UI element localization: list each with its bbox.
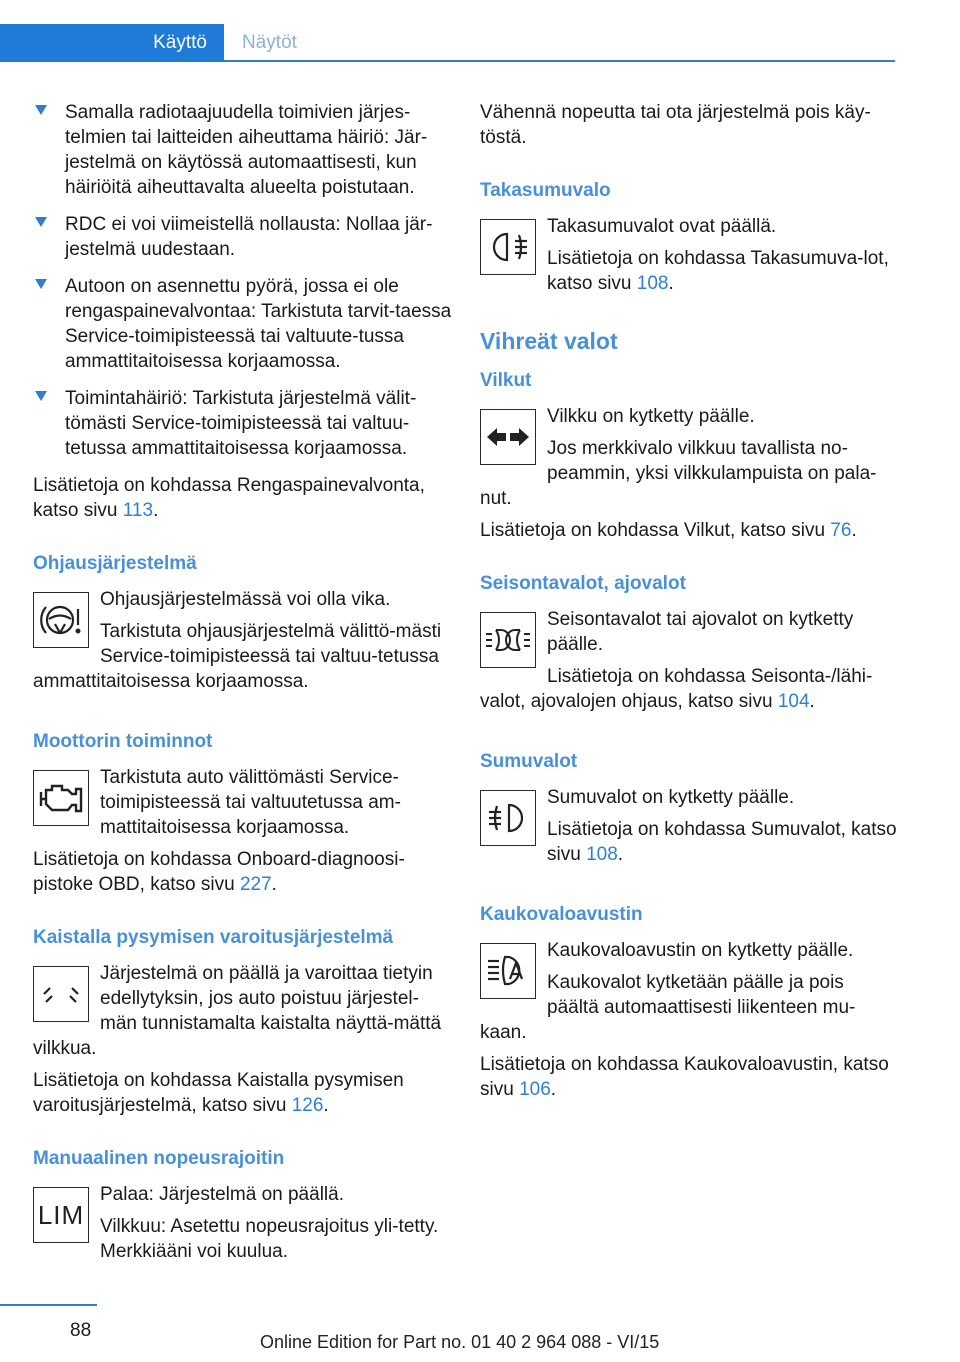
fog-text-1: Sumuvalot on kytketty päälle.	[547, 787, 795, 808]
highbeam-info: Lisätietoja on kohdassa Kaukovaloavustin, katso sivu 106.	[480, 1054, 889, 1100]
section-heading: Kaukovaloavustin	[480, 904, 643, 925]
lane-text: Järjestelmä on päällä ja varoittaa tietyin edellytyksin, jos auto poistuu järjestel-män tunnistamalta kaistalta näyttä-mättä vilkkua.	[33, 963, 442, 1059]
section-heading: Ohjausjärjestelmä	[33, 553, 197, 574]
section-heading: Vilkut	[480, 370, 532, 391]
limiter-block	[33, 1182, 453, 1271]
turn-text-2: Jos merkkivalo vilkkuu tavallista no-peammin, yksi vilkkulampuista on pala-nut.	[480, 438, 877, 509]
page-link[interactable]: 106	[519, 1079, 551, 1100]
limiter-text-1: Palaa: Järjestelmä on päällä.	[100, 1184, 344, 1205]
tab-kaytto[interactable]: Käyttö	[0, 24, 224, 62]
highbeam-block	[480, 938, 900, 1052]
rear-fog-text-2: Lisätietoja on kohdassa Takasumuva-lot, katso sivu 108.	[547, 248, 889, 294]
tab-naytot[interactable]: Näytöt	[242, 32, 297, 53]
steering-text-2: Tarkistuta ohjausjärjestelmä välittö-mästi Service-toimipisteessä tai valtuu-tetussa ammattitaitoisessa korjaamossa.	[33, 621, 442, 692]
page-link[interactable]: 108	[636, 273, 669, 294]
section-heading: Moottorin toiminnot	[33, 731, 213, 752]
parking-block	[480, 607, 900, 721]
edition-text: Online Edition for Part no. 01 40 2 964 088 - VI/15	[260, 1332, 660, 1352]
right-column	[480, 100, 900, 1109]
turn-info: Lisätietoja on kohdassa Vilkut, katso sivu 76.	[480, 520, 857, 541]
page-link[interactable]: 227	[239, 874, 272, 895]
page-link[interactable]: 108	[586, 844, 618, 865]
fog-block	[480, 785, 900, 874]
list-item-text: RDC ei voi viimeistellä nollausta: Nollaa jär-jestelmä uudestaan.	[65, 214, 433, 260]
engine-icon	[33, 770, 89, 826]
parking-light-icon	[480, 612, 536, 668]
list-item	[33, 386, 453, 461]
page-link[interactable]: 76	[830, 520, 852, 541]
section-heading: Manuaalinen nopeusrajoitin	[33, 1148, 285, 1169]
steering-warning-icon	[33, 592, 89, 648]
list-item-text: Toimintahäiriö: Tarkistuta järjestelmä välit-tömästi Service-toimipisteessä tai valtuu-tetussa ammattitaitoisessa korjaamossa.	[65, 388, 417, 459]
front-fog-light-icon	[480, 790, 536, 846]
list-item	[33, 274, 453, 374]
parking-text-1: Seisontavalot tai ajovalot on kytketty päälle.	[547, 609, 854, 655]
list-item-text: Autoon on asennettu pyörä, jossa ei ole rengaspainevalvontaa: Tarkistuta tarvit-taessa Service-toimipisteessä tai valtuute-tussa ammattitaitoisessa korjaamossa.	[65, 276, 452, 372]
section-heading: Kaistalla pysymisen varoitusjärjestelmä	[33, 927, 394, 948]
turn-block	[480, 404, 900, 518]
group-heading: Vihreät valot	[480, 328, 618, 354]
parking-text-2: Lisätietoja on kohdassa Seisonta-/lähi-valot, ajovalojen ohjaus, katso sivu 104.	[480, 666, 873, 712]
lane-block	[33, 961, 453, 1068]
list-item-text: Samalla radiotaajuudella toimivien järjes-telmien tai laitteiden aiheuttama häiriö: Jär-jestelmä on käytössä automaattisesti, kun häiriöitä aiheuttavalta alueelta poistutaan.	[65, 102, 428, 198]
lane-departure-icon	[33, 966, 89, 1022]
list-item	[33, 100, 453, 200]
section-heading: Takasumuvalo	[480, 180, 611, 201]
list-item	[33, 212, 453, 262]
steering-text-1: Ohjausjärjestelmässä voi olla vika.	[100, 589, 391, 610]
intro-text: Vähennä nopeutta tai ota järjestelmä pois käy-töstä.	[480, 102, 871, 148]
page-link[interactable]: 113	[122, 500, 154, 521]
fog-text-2: Lisätietoja on kohdassa Sumuvalot, katso sivu 108.	[547, 819, 897, 865]
highbeam-text-1: Kaukovaloavustin on kytketty päälle.	[547, 940, 854, 961]
rdc-info: Lisätietoja on kohdassa Rengaspainevalvonta, katso sivu 113.	[33, 475, 425, 521]
header-bar	[0, 0, 895, 62]
left-column	[33, 100, 453, 1271]
triangle-bullet-icon	[35, 279, 47, 289]
turn-signal-icon	[480, 409, 536, 465]
footer-rule	[0, 1304, 97, 1306]
triangle-bullet-icon	[35, 217, 47, 227]
page-link[interactable]: 126	[291, 1095, 324, 1116]
limiter-text-2: Vilkkuu: Asetettu nopeusrajoitus yli-tetty. Merkkiääni voi kuulua.	[100, 1216, 439, 1262]
section-heading: Seisontavalot, ajovalot	[480, 573, 686, 594]
engine-text: Tarkistuta auto välittömästi Service-toimipisteessä tai valtuutetussa am-mattitaitoisessa korjaamossa.	[100, 767, 401, 838]
steering-block	[33, 587, 453, 701]
rear-fog-text-1: Takasumuvalot ovat päällä.	[547, 216, 777, 237]
engine-block	[33, 765, 453, 847]
highbeam-text-2: Kaukovalot kytketään päälle ja pois päältä automaattisesti liikenteen mu-kaan.	[480, 972, 856, 1043]
lim-label: LIM	[37, 1199, 85, 1230]
rear-fog-light-icon	[480, 219, 536, 275]
page-link[interactable]: 104	[777, 691, 810, 712]
turn-text-1: Vilkku on kytketty päälle.	[547, 406, 755, 427]
triangle-bullet-icon	[35, 391, 47, 401]
section-heading: Sumuvalot	[480, 751, 578, 772]
triangle-bullet-icon	[35, 105, 47, 115]
page-number: 88	[70, 1320, 92, 1341]
engine-info: Lisätietoja on kohdassa Onboard-diagnoosi-pistoke OBD, katso sivu 227.	[33, 849, 405, 895]
high-beam-assistant-icon	[480, 943, 536, 999]
lane-info: Lisätietoja on kohdassa Kaistalla pysymisen varoitusjärjestelmä, katso sivu 126.	[33, 1070, 404, 1116]
rear-fog-block	[480, 214, 900, 303]
speed-limiter-icon	[33, 1187, 89, 1243]
